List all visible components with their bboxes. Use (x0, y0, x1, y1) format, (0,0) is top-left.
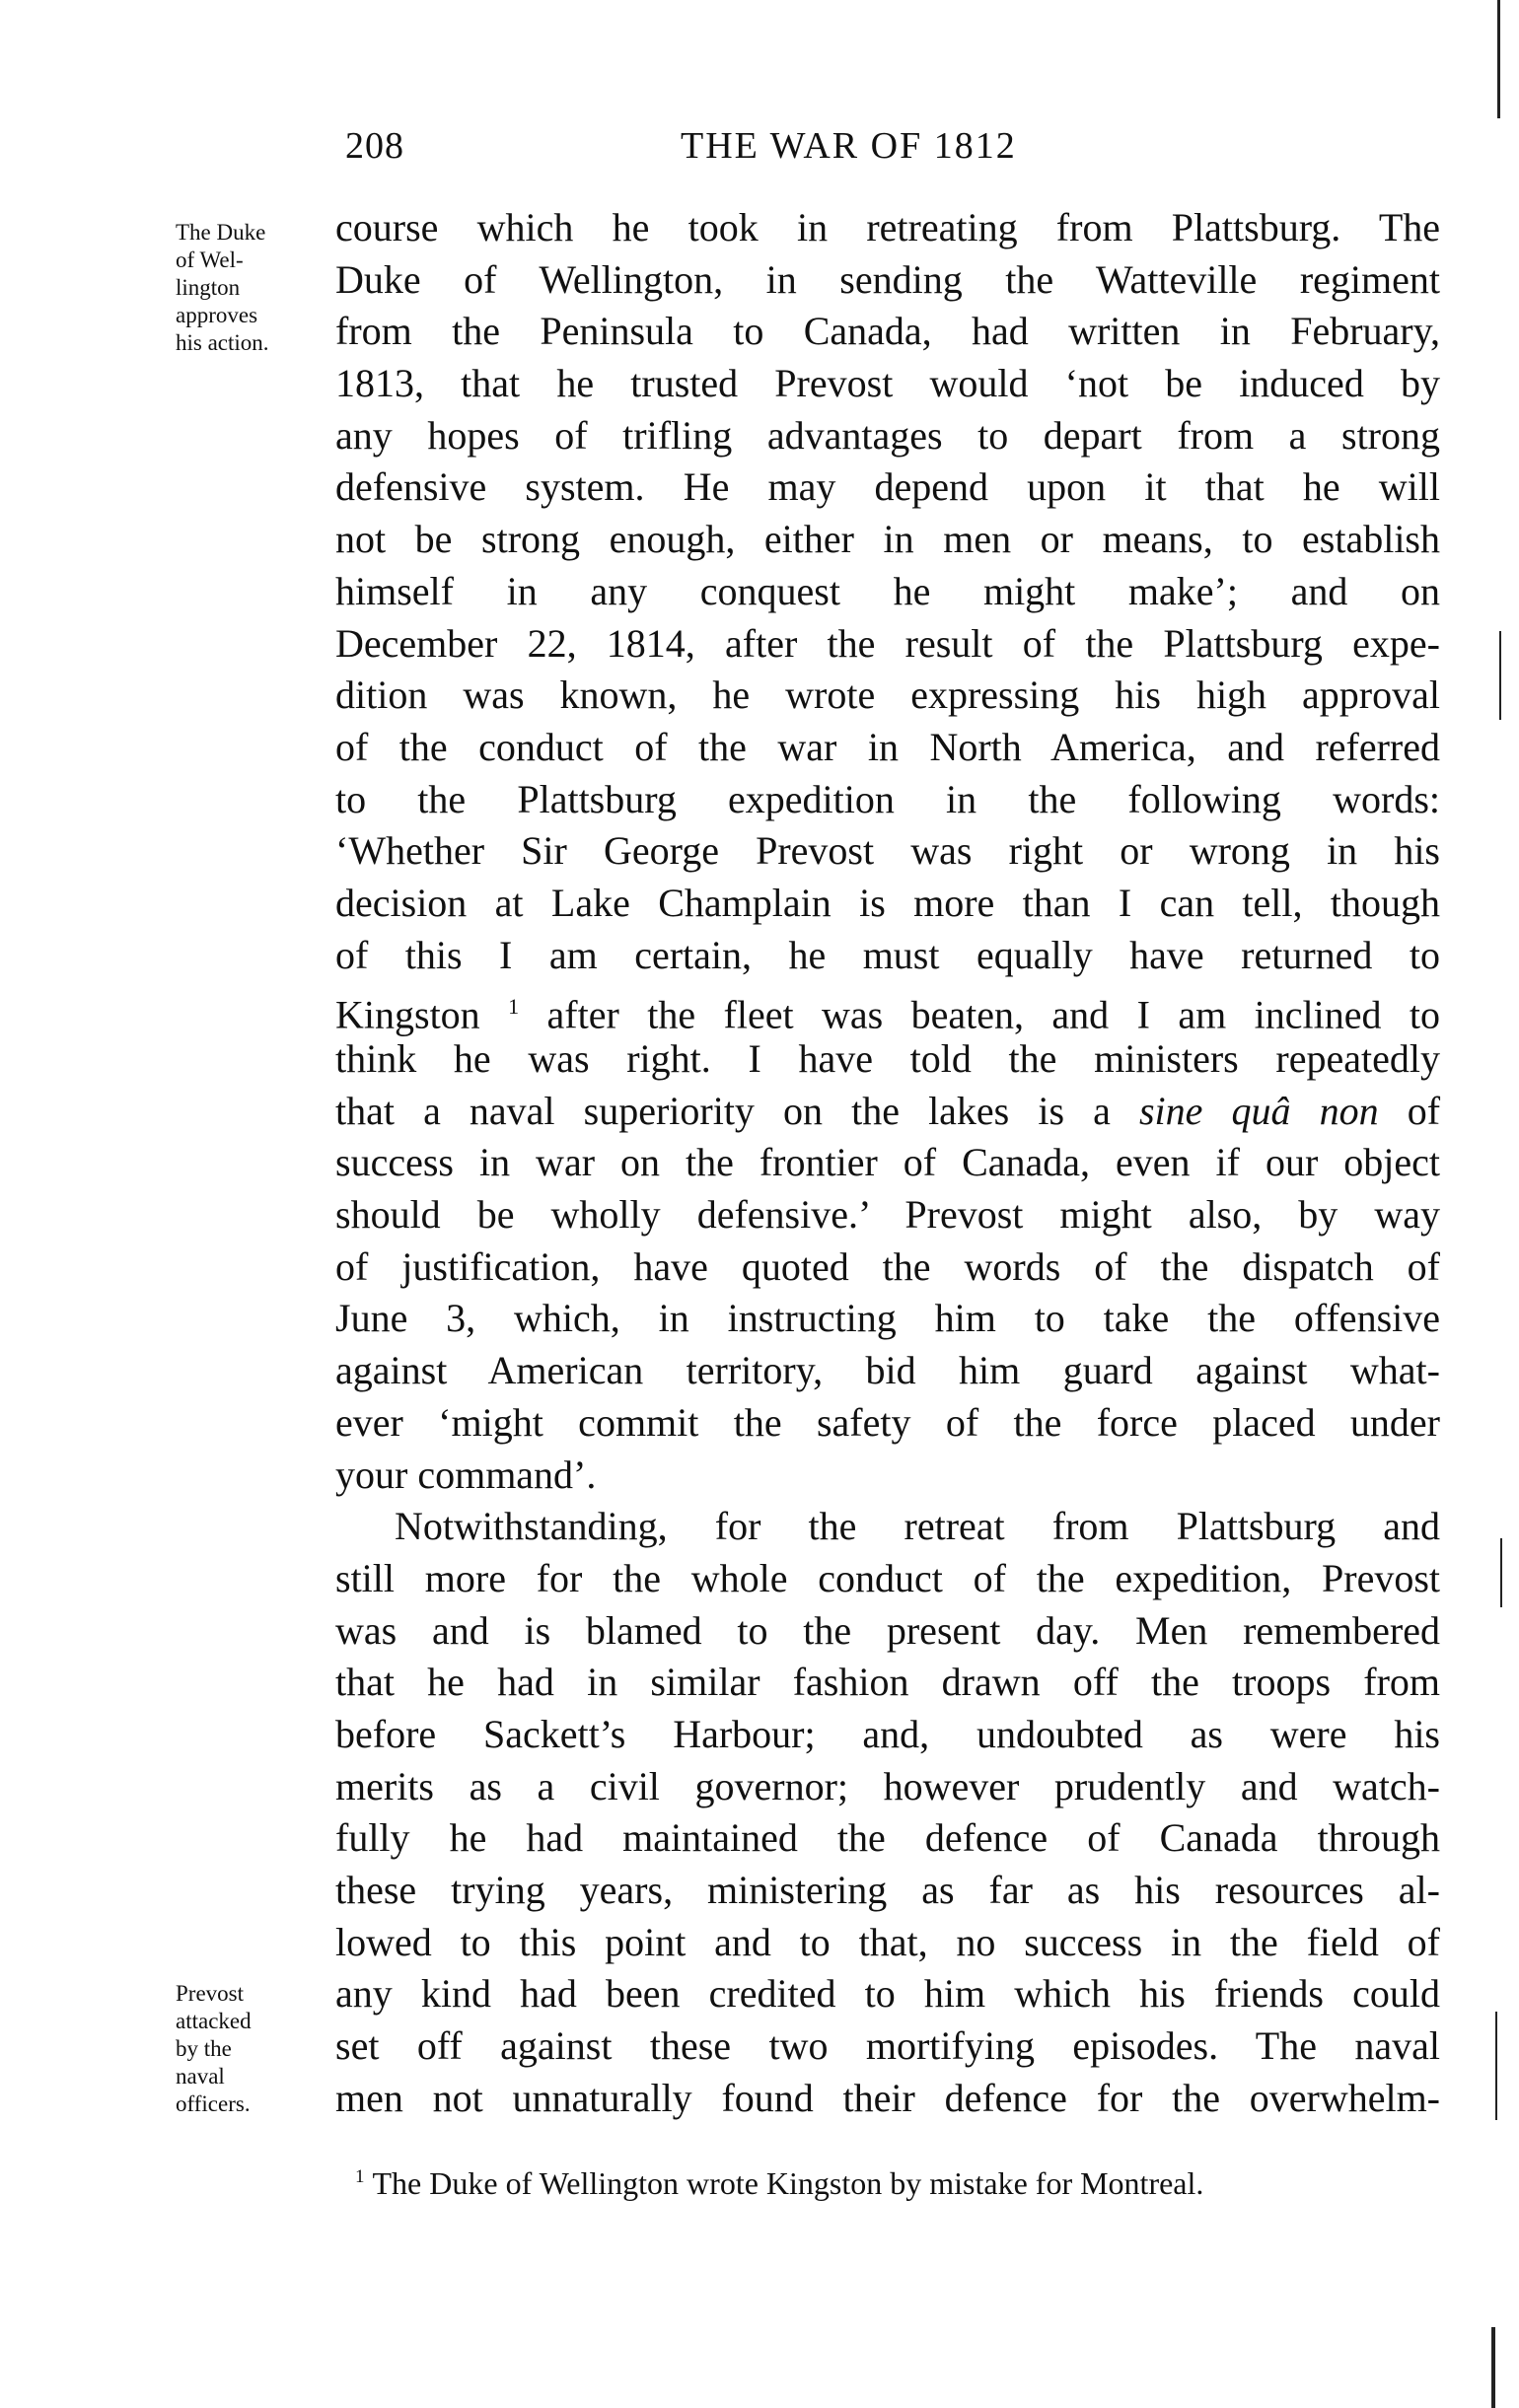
text-line: dition was known, he wrote expressing his high approval (335, 673, 1440, 718)
text-line: your command’. (335, 1452, 597, 1497)
text-line: from the Peninsula to Canada, had written in February, (335, 309, 1440, 354)
text-line: not be strong enough, either in men or means, to establish (335, 517, 1440, 562)
text-line: lowed to this point and to that, no success in the field of (335, 1919, 1440, 1964)
marginal-note-duke-approves (176, 219, 333, 357)
text-line: set off against these two mortifying episodes. The naval (335, 2023, 1440, 2069)
text-line: June 3, which, in instructing him to take the offensive (335, 1296, 1440, 1341)
scan-edge-mark (1495, 2012, 1497, 2120)
text-line: decision at Lake Champlain is more than I can tell, though (335, 880, 1440, 925)
marginal-line: naval (176, 2064, 225, 2089)
text-line: 1813, that he trusted Prevost would ‘not be induced by (335, 361, 1440, 406)
text-line: Duke of Wellington, in sending the Watteville regiment (335, 256, 1440, 302)
marginal-line: attacked (176, 2009, 252, 2033)
body-text (335, 202, 1440, 2124)
page-header (345, 124, 1124, 174)
text-line: think he was right. I have told the ministers repeatedly (335, 1036, 1440, 1081)
text-line: any kind had been credited to him which his friends could (335, 1971, 1440, 2017)
scan-edge-mark (1497, 0, 1500, 118)
marginal-line: Prevost (176, 1981, 244, 2006)
running-title: THE WAR OF 1812 (681, 125, 1017, 167)
text-line: of this I am certain, he must equally have returned to (335, 932, 1440, 977)
text-line: ever ‘might commit the safety of the force placed under (335, 1399, 1440, 1445)
text-line: that he had in similar fashion drawn off the troops from (335, 1660, 1440, 1705)
footnote-text: The Duke of Wellington wrote Kingston by mistake for Montreal. (372, 2165, 1204, 2201)
text-line: success in war on the frontier of Canada, even if our object (335, 1140, 1440, 1185)
text-line: still more for the whole conduct of the expedition, Prevost (335, 1555, 1440, 1600)
text-line: merits as a civil governor; however prudently and watch- (335, 1763, 1440, 1808)
footnote-mark: 1 (355, 2166, 365, 2188)
scan-edge-mark (1499, 631, 1501, 720)
marginal-line: officers. (176, 2091, 251, 2116)
text-line (335, 1086, 1440, 1138)
scan-edge-mark (1491, 2327, 1495, 2408)
italic-phrase: sine quâ non (1138, 1088, 1379, 1133)
text-line: men not unnaturally found their defence for the overwhelm- (335, 2075, 1440, 2120)
marginal-line: approves (176, 303, 258, 327)
text-line: to the Plattsburg expedition in the following words: (335, 776, 1440, 821)
text-segment: that a naval superiority on the lakes is a (335, 1088, 1111, 1133)
text-line (335, 981, 1440, 1037)
text-line: himself in any conquest he might make’; and on (335, 568, 1440, 613)
marginal-line: The Duke (176, 220, 266, 245)
marginal-note-prevost-attacked (176, 1980, 333, 2118)
text-line: of justification, have quoted the words of the dispatch of (335, 1243, 1440, 1289)
text-line: against American territory, bid him guard against what- (335, 1348, 1440, 1393)
page-number: 208 (345, 125, 404, 167)
text-segment: after the fleet was beaten, and I am inclined to (546, 992, 1440, 1037)
marginal-line: lington (176, 275, 241, 300)
text-line: fully he had maintained the defence of Canada through (335, 1815, 1440, 1861)
marginal-line: of Wel- (176, 248, 244, 272)
scan-edge-mark (1500, 1538, 1502, 1607)
text-segment: of (1407, 1088, 1441, 1133)
text-line: any hopes of trifling advantages to depart from a strong (335, 412, 1440, 458)
text-line: was and is blamed to the present day. Men remembered (335, 1607, 1440, 1653)
text-line: before Sackett’s Harbour; and, undoubted as were his (335, 1711, 1440, 1756)
text-line: December 22, 1814, after the result of the Plattsburg expe- (335, 620, 1440, 666)
text-segment: Kingston (335, 992, 480, 1037)
footnote-reference: 1 (508, 994, 520, 1020)
text-line: course which he took in retreating from Plattsburg. The (335, 205, 1440, 249)
marginal-line: his action. (176, 330, 269, 355)
marginal-line: by the (176, 2036, 232, 2061)
text-line: of the conduct of the war in North America, and referred (335, 724, 1440, 769)
footnote (355, 2165, 1401, 2202)
text-line: defensive system. He may depend upon it that he will (335, 464, 1440, 510)
text-line: ‘Whether Sir George Prevost was right or wrong in his (335, 828, 1440, 874)
text-line: should be wholly defensive.’ Prevost might also, by way (335, 1192, 1440, 1238)
text-line: Notwithstanding, for the retreat from Plattsburg and (395, 1504, 1440, 1549)
text-line: these trying years, ministering as far as his resources al- (335, 1868, 1440, 1912)
